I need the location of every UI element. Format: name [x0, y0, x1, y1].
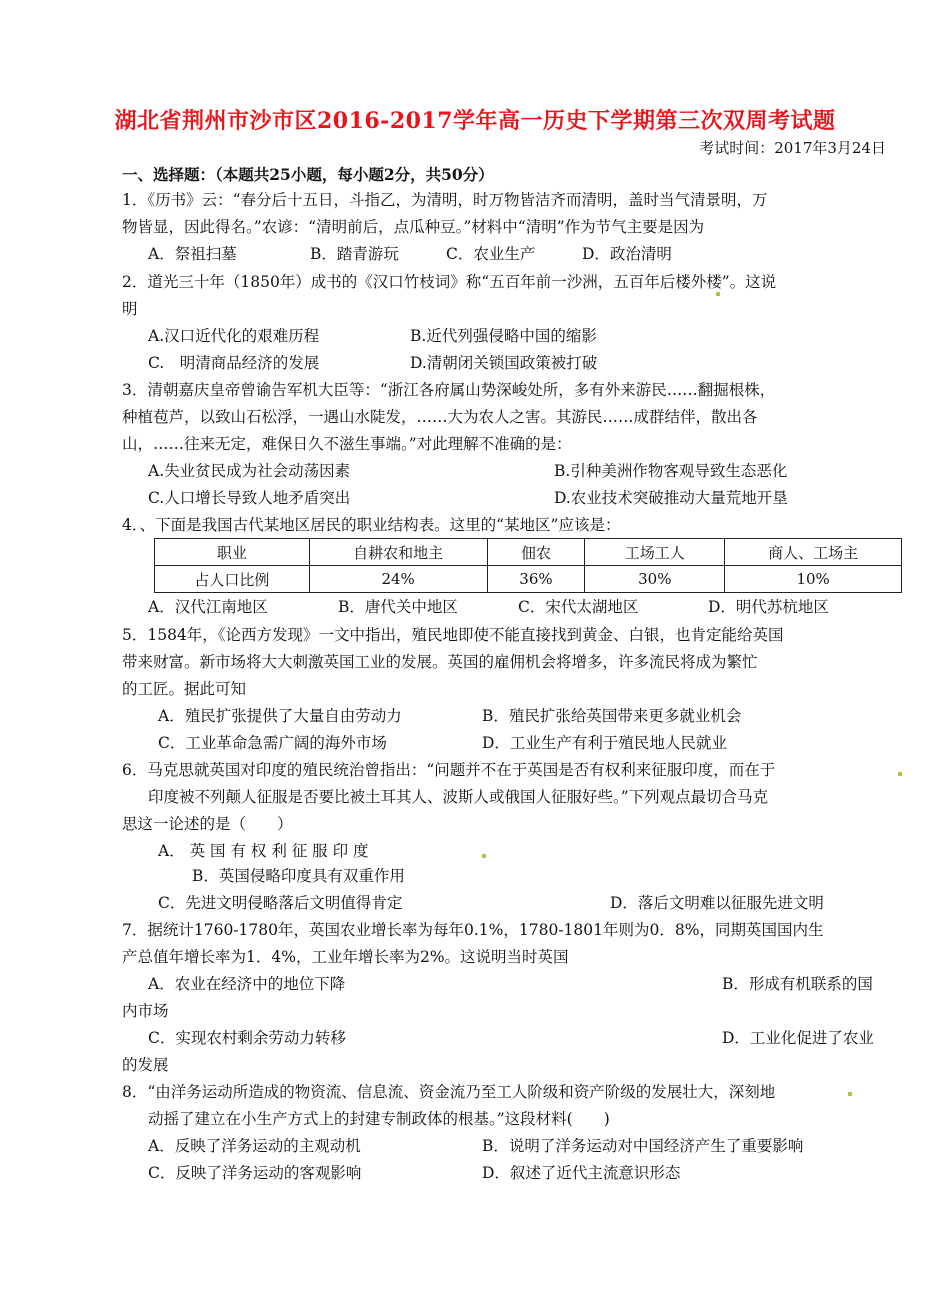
q4-option-c: C．宋代太湖地区 — [518, 598, 639, 616]
q3-stem-line2: 种植苞芦，以致山石松浮，一遇山水陡发，……大为农人之害。其游民……成群结伴，散出各 — [122, 408, 758, 426]
q2-stem-line1: 2．道光三十年（1850年）成书的《汉口竹枝词》称“五百年前一沙洲，五百年后楼外楼”。这说 — [122, 273, 777, 291]
table-header-cell: 职业 — [155, 539, 310, 566]
q1-stem-line1: 1．《历书》云：“春分后十五日，斗指乙，为清明，时万物皆洁齐而清明，盖时当气清景明，万 — [122, 191, 768, 209]
q7-option-d: D．工业化促进了农业 — [722, 1029, 874, 1047]
q8-stem-line1: 8．“由洋务运动所造成的物资流、信息流、资金流乃至工人阶级和资产阶级的发展壮大，深刻地 — [122, 1083, 776, 1101]
scan-speck — [848, 1092, 852, 1096]
q3-option-c: C.人口增长导致人地矛盾突出 — [148, 489, 351, 507]
table-cell: 24% — [309, 566, 487, 593]
scan-speck — [482, 854, 486, 858]
exam-time: 考试时间：2017年3月24日 — [699, 139, 886, 157]
q5-stem-line2: 带来财富。新市场将大大刺激英国工业的发展。英国的雇佣机会将增多，许多流民将成为繁忙 — [122, 653, 758, 671]
q7-option-d-continuation: 的发展 — [122, 1056, 169, 1074]
q2-option-c: C. 明清商品经济的发展 — [148, 354, 320, 372]
q8-stem-line2: 动摇了建立在小生产方式上的封建专制政体的根基。”这段材料( ) — [148, 1110, 610, 1128]
q1-stem-line2: 物皆显，因此得名。”农谚：“清明前后，点瓜种豆。”材料中“清明”作为节气主要是因为 — [122, 218, 705, 236]
table-cell: 36% — [487, 566, 585, 593]
q7-option-c: C．实现农村剩余劳动力转移 — [148, 1029, 346, 1047]
q7-option-a: A．农业在经济中的地位下降 — [148, 975, 346, 993]
section-heading: 一、选择题：（本题共25小题，每小题2分，共50分） — [122, 165, 494, 184]
q5-stem-line3: 的工匠。据此可知 — [122, 680, 247, 698]
q3-stem-line3: 山，……往来无定，难保日久不滋生事端。”对此理解不准确的是： — [122, 435, 572, 453]
scan-speck — [716, 292, 720, 296]
q8-option-b: B．说明了洋务运动对中国经济产生了重要影响 — [482, 1137, 804, 1155]
q1-option-a: A．祭祖扫墓 — [148, 245, 237, 263]
q5-option-c: C．工业革命急需广阔的海外市场 — [158, 734, 387, 752]
q6-option-b: B．英国侵略印度具有双重作用 — [192, 867, 405, 885]
table-cell: 30% — [585, 566, 725, 593]
table-header-cell: 工场工人 — [585, 539, 725, 566]
q1-option-b: B．踏青游玩 — [310, 245, 399, 263]
q6-option-a: A． 英 国 有 权 利 征 服 印 度 — [158, 842, 369, 860]
q3-option-d: D.农业技术突破推动大量荒地开垦 — [554, 489, 788, 507]
table-header-cell: 佃农 — [487, 539, 585, 566]
q5-option-d: D．工业生产有利于殖民地人民就业 — [482, 734, 727, 752]
q6-stem-line1: 6．马克思就英国对印度的殖民统治曾指出：“问题并不在于英国是否有权利来征服印度，而在于 — [122, 761, 776, 779]
q1-option-d: D．政治清明 — [582, 245, 672, 263]
q3-option-b: B.引种美洲作物客观导致生态恶化 — [554, 462, 788, 480]
q8-option-d: D．叙述了近代主流意识形态 — [482, 1164, 681, 1182]
q7-option-b: B．形成有机联系的国 — [722, 975, 873, 993]
q6-stem-line2: 印度被不列颠人征服是否要比被土耳其人、波斯人或俄国人征服好些。”下列观点最切合马克 — [148, 788, 769, 806]
occupation-table — [154, 538, 902, 593]
q8-option-c: C．反映了洋务运动的客观影响 — [148, 1164, 362, 1182]
q3-option-a: A.失业贫民成为社会动荡因素 — [148, 462, 351, 480]
q2-stem-line2: 明 — [122, 300, 138, 318]
table-header-cell: 自耕农和地主 — [309, 539, 487, 566]
q5-option-a: A．殖民扩张提供了大量自由劳动力 — [158, 707, 402, 725]
scan-speck — [898, 772, 902, 776]
table-header-row — [155, 539, 902, 566]
q8-option-a: A．反映了洋务运动的主观动机 — [148, 1137, 361, 1155]
q5-option-b: B．殖民扩张给英国带来更多就业机会 — [482, 707, 742, 725]
q4-option-b: B．唐代关中地区 — [338, 598, 458, 616]
q5-stem-line1: 5．1584年，《论西方发现》一文中指出，殖民地即使不能直接找到黄金、白银，也肯定能给英国 — [122, 626, 784, 644]
page-title: 湖北省荆州市沙市区2016-2017学年高一历史下学期第三次双周考试题 — [114, 108, 836, 134]
q6-option-c: C．先进文明侵略落后文明值得肯定 — [158, 894, 403, 912]
q4-option-d: D．明代苏杭地区 — [708, 598, 829, 616]
q6-option-d: D．落后文明难以征服先进文明 — [610, 894, 824, 912]
q2-option-b: B.近代列强侵略中国的缩影 — [410, 327, 597, 345]
q3-stem-line1: 3．清朝嘉庆皇帝曾谕告军机大臣等：“浙江各府属山势深峻处所，多有外来游民……翻掘根株， — [122, 381, 776, 399]
q4-stem-line1: 4．、下面是我国古代某地区居民的职业结构表。这里的“某地区”应该是： — [122, 516, 621, 534]
q2-option-a: A.汉口近代化的艰难历程 — [148, 327, 320, 345]
q7-stem-line2: 产总值年增长率为1．4%，工业年增长率为2%。这说明当时英国 — [122, 948, 569, 966]
q4-option-a: A．汉代江南地区 — [148, 598, 268, 616]
q7-stem-line1: 7．据统计1760-1780年，英国农业增长率为每年0.1%，1780-1801年则为0．8%，同期英国国内生 — [122, 921, 824, 939]
table-row — [155, 566, 902, 593]
table-cell: 占人口比例 — [155, 566, 310, 593]
q7-option-b-continuation: 内市场 — [122, 1002, 169, 1020]
q6-stem-line3: 思这一论述的是（ ） — [122, 815, 293, 833]
table-cell: 10% — [725, 566, 902, 593]
q2-option-d: D.清朝闭关锁国政策被打破 — [410, 354, 598, 372]
q1-option-c: C．农业生产 — [446, 245, 536, 263]
table-header-cell: 商人、工场主 — [725, 539, 902, 566]
